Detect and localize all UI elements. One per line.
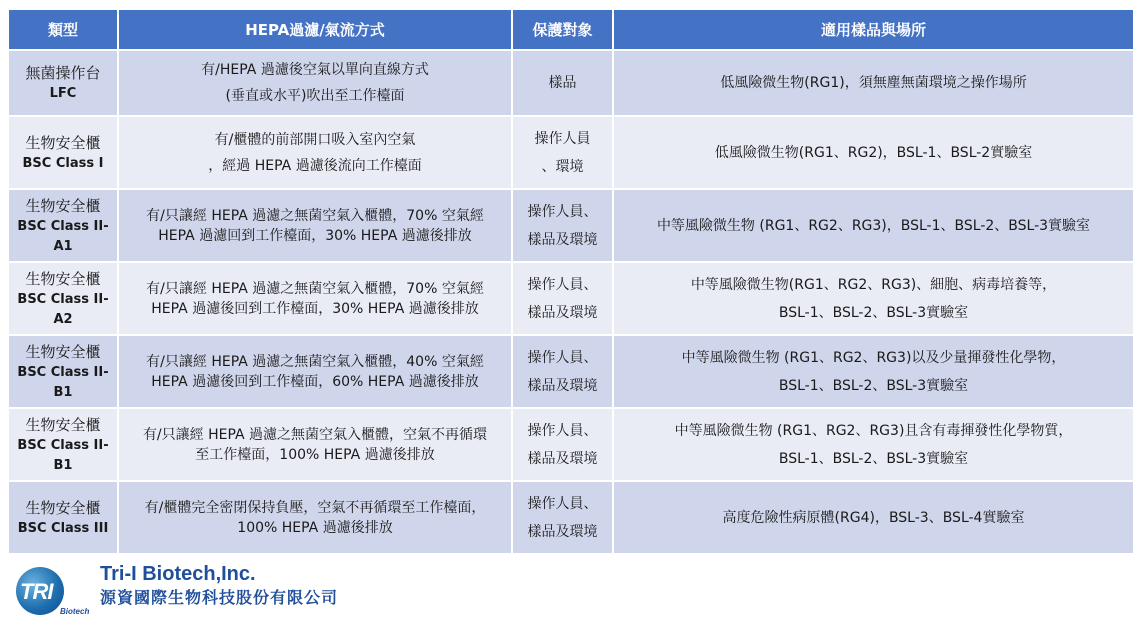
protect-line: 樣品及環境 [527,304,598,321]
table-header-row [8,9,1134,50]
protect-line: 操作人員、 [527,422,598,439]
hepa-line: HEPA 過濾後回到工作檯面，60% HEPA 過濾後排放 [151,373,479,390]
hepa-line: 有/只讓經 HEPA 過濾之無菌空氣入櫃體，70% 空氣經 [146,280,484,297]
usage-cell [613,50,1134,116]
type-name-en: BSC Class II-A2 [17,291,109,327]
company-logo [16,565,90,621]
protect-line: 樣品及環境 [527,231,598,248]
usage-cell [613,262,1134,335]
type-name-zh: 生物安全櫃 [25,133,101,152]
type-cell [8,408,118,481]
company-name-en: Tri-I Biotech,Inc. [100,563,256,585]
hepa-line: 至工作檯面，100% HEPA 過濾後排放 [195,446,435,463]
type-name-en: LFC [49,86,77,101]
protect-cell [512,116,613,189]
header-type: 類型 [8,9,118,50]
usage-cell [613,189,1134,262]
type-cell [8,116,118,189]
table-row [8,262,1134,335]
usage-line: BSL-1、BSL-2、BSL-3實驗室 [778,377,969,394]
header-hepa: HEPA過濾/氣流方式 [118,9,512,50]
header-usage: 適用樣品與場所 [613,9,1134,50]
usage-cell [613,408,1134,481]
type-cell [8,189,118,262]
type-name-en: BSC Class III [17,520,109,536]
type-name-zh: 生物安全櫃 [25,342,101,361]
hepa-line: HEPA 過濾回到工作檯面，30% HEPA 過濾後排放 [158,227,472,244]
type-name-zh: 生物安全櫃 [25,415,101,434]
usage-line: 中等風險微生物 (RG1、RG2、RG3)且含有毒揮發性化學物質， [674,422,1073,439]
table-row [8,116,1134,189]
type-cell [8,262,118,335]
hepa-line: 有/櫃體完全密閉保持負壓，空氣不再循環至工作檯面， [144,499,486,516]
protect-line: 操作人員 [534,130,591,147]
type-cell [8,335,118,408]
table-row [8,50,1134,116]
type-cell [8,481,118,554]
type-cell [8,50,118,116]
type-name-zh: 生物安全櫃 [25,196,101,215]
protect-line: 操作人員、 [527,495,598,512]
protect-line: 樣品及環境 [527,523,598,540]
hepa-line: 有/只讓經 HEPA 過濾之無菌空氣入櫃體，40% 空氣經 [146,353,484,370]
hepa-cell [118,408,512,481]
table-row [8,189,1134,262]
hepa-line: 有/櫃體的前部開口吸入室內空氣 [214,131,416,148]
protect-cell [512,189,613,262]
hepa-cell [118,189,512,262]
protect-line: 樣品及環境 [527,450,598,467]
protect-cell [512,262,613,335]
usage-cell [613,335,1134,408]
type-name-zh: 生物安全櫃 [25,269,101,288]
hepa-line: 有/只讓經 HEPA 過濾之無菌空氣入櫃體，空氣不再循環 [142,426,488,443]
logo-sub: Biotech [60,607,90,616]
protect-line: 操作人員、 [527,349,598,366]
usage-line: 中等風險微生物 (RG1、RG2、RG3)以及少量揮發性化學物， [681,349,1066,366]
type-name-en: BSC Class II-B1 [17,437,109,473]
hepa-line: 100% HEPA 過濾後排放 [237,519,393,536]
usage-line: BSL-1、BSL-2、BSL-3實驗室 [778,450,969,467]
hepa-cell [118,481,512,554]
hepa-line: ，經過 HEPA 過濾後流向工作檯面 [208,157,422,174]
table-row [8,408,1134,481]
usage-line: BSL-1、BSL-2、BSL-3實驗室 [778,304,969,321]
type-name-zh: 無菌操作台 [25,64,101,82]
usage-line: 中等風險微生物(RG1、RG2、RG3)、細胞、病毒培養等， [690,276,1057,293]
hepa-cell [118,335,512,408]
type-name-zh: 生物安全櫃 [25,498,101,517]
usage-cell [613,481,1134,554]
hepa-cell [118,50,512,116]
usage-line: 高度危險性病原體(RG4)，BSL-3、BSL-4實驗室 [722,509,1025,526]
protect-cell [512,481,613,554]
protect-line: 、環境 [541,158,584,175]
table-row [8,335,1134,408]
type-name-en: BSC Class I [22,155,104,171]
protect-line: 操作人員、 [527,203,598,220]
table-row [8,481,1134,554]
protect-cell [512,408,613,481]
header-protect: 保護對象 [512,9,613,50]
protect-line: 操作人員、 [527,276,598,293]
hepa-line: HEPA 過濾後回到工作檯面，30% HEPA 過濾後排放 [151,300,479,317]
protect-line: 樣品 [548,75,577,91]
usage-line: 低風險微生物(RG1、RG2)，BSL-1、BSL-2實驗室 [714,144,1033,161]
protect-line: 樣品及環境 [527,377,598,394]
company-name-zh: 源資國際生物科技股份有限公司 [100,588,339,607]
protect-cell [512,335,613,408]
hepa-cell [118,116,512,189]
comparison-table [7,8,1135,555]
usage-cell [613,116,1134,189]
hepa-line: 有/HEPA 過濾後空氣以單向直線方式 [201,62,429,78]
protect-cell [512,50,613,116]
hepa-cell [118,262,512,335]
logo-mark: TRI [20,579,53,604]
usage-line: 低風險微生物(RG1)，須無塵無菌環境之操作場所 [720,75,1027,91]
type-name-en: BSC Class II-B1 [17,364,109,400]
usage-line: 中等風險微生物 (RG1、RG2、RG3)，BSL-1、BSL-2、BSL-3實驗室 [656,217,1091,234]
hepa-line: 有/只讓經 HEPA 過濾之無菌空氣入櫃體，70% 空氣經 [146,207,484,224]
hepa-line: (垂直或水平)吹出至工作檯面 [225,88,405,104]
type-name-en: BSC Class II-A1 [17,218,109,254]
